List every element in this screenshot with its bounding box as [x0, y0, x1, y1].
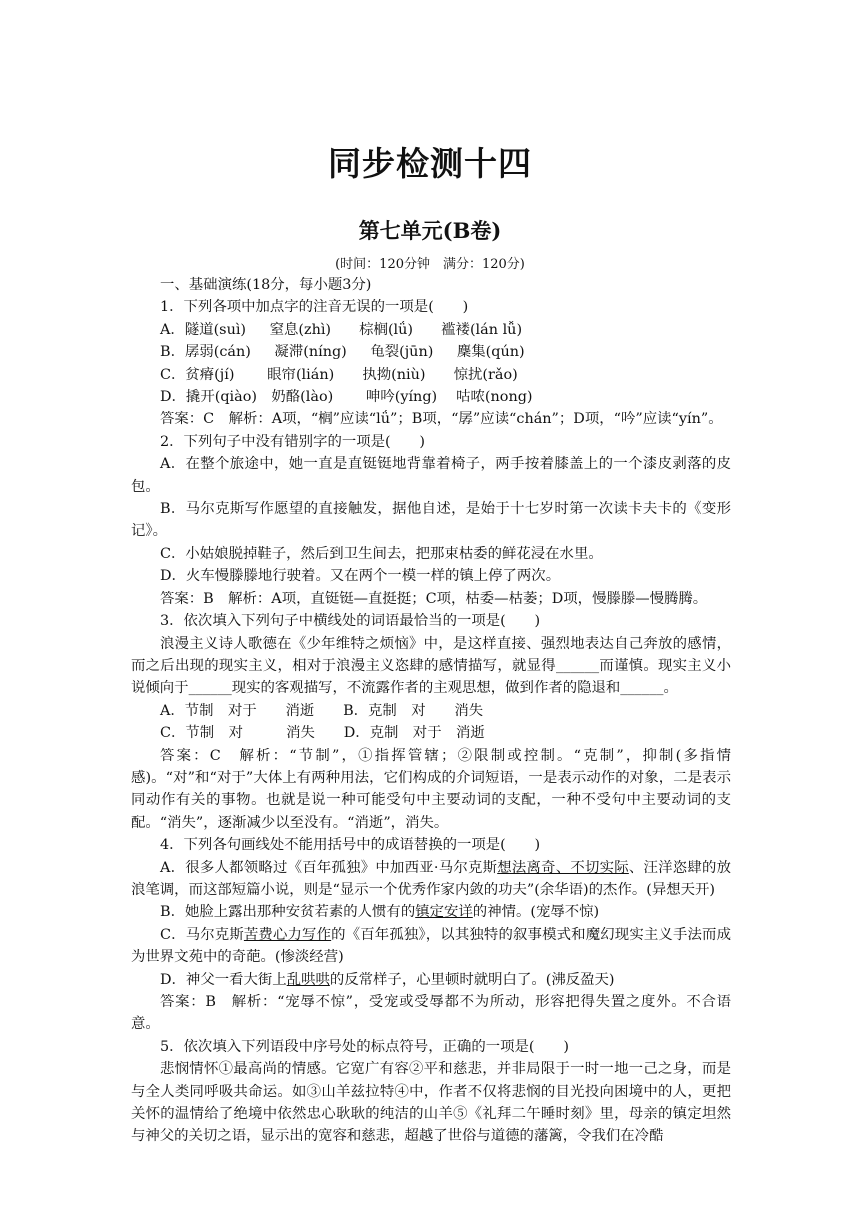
question-3-options-cd: C．节制 对 消失 D．克制 对于 消逝 [160, 725, 485, 742]
question-3-stem: 3．依次填入下列句子中横线处的词语最恰当的一项是( ) [160, 613, 541, 630]
question-4-answer: 答案：B 解析：“宠辱不惊”，受宠或受辱都不为所动，形容把得失置之度外。不合语意。 [131, 994, 731, 1033]
option-d-text-before: D．神父一看大街上 [160, 971, 287, 988]
unit-subtitle: 第七单元(B卷) [358, 218, 502, 243]
option-b-text-after: 的神情。(宠辱不惊) [472, 904, 600, 921]
option-d-text-after: 的反常样子，心里顿时就明白了。(沸反盈天) [329, 971, 615, 988]
question-3-passage: 浪漫主义诗人歌德在《少年维特之烦恼》中，是这样直接、强烈地表达自己奔放的感情，而之后出现的现实主义，相对于浪漫主义恣肆的感情描写，就显得______而谨慎。现实主义小说倾向于______现实的客观描写，不流露作者的主观思想，做到作者的隐退和______。 [131, 635, 731, 697]
question-4-option-a [131, 857, 731, 902]
option-b-text-before: B．她脸上露出那种安贫若素的人惯有的 [160, 904, 416, 921]
question-1-stem: 1．下列各项中加点字的注音无误的一项是( ) [160, 299, 469, 316]
option-c-text-before: C．马尔克斯 [160, 926, 244, 943]
question-1-option-a: A．隧道(suì) 窒息(zhì) 棕榈(lǘ) 褴褛(lán lǚ) [160, 321, 523, 338]
section-heading: 一、基础演练(18分，每小题3分) [160, 277, 372, 293]
option-c-underlined: 苦费心力写作 [243, 926, 332, 943]
option-a-underlined: 想法离奇、不切实际 [497, 859, 629, 876]
question-2-option-d: D．火车慢滕滕地行驶着。又在两个一模一样的镇上停了两次。 [160, 568, 561, 585]
question-3-options-ab: A．节制 对于 消逝 B．克制 对 消失 [160, 702, 484, 719]
option-a-text-after: 、汪洋恣肆的放浪笔调，而这部短篇小说，则是“显示一个优秀作家内敛的功夫”(余华语)的杰作。(异想天开) [131, 859, 731, 898]
option-c-text-after: 的《百年孤独》，以其独特的叙事模式和魔幻现实主义手法而成为世界文苑中的奇葩。(惨淡经营) [131, 926, 731, 966]
document-body [131, 274, 731, 1148]
question-3-answer: 答案：C 解析：“节制”，①指挥管辖；②限制或控制。“克制”，抑制(多指情感)。“对”和“对于”大体上有两种用法，它们构成的介词短语，一是表示动作的对象，二是表示同动作有关的事物。也就是说一种可能受句中主要动词的支配，一种不受句中主要动词的支配。“消失”，逐渐减少以至没有。“消逝”，消失。 [131, 747, 731, 831]
question-1-option-d: D．撬开(qiào) 奶酪(lào) 呻吟(yíng) 咕哝(nong) [160, 389, 533, 406]
page-title: 同步检测十四 [328, 144, 532, 183]
option-d-underlined: 乱哄哄 [286, 971, 330, 988]
question-5-stem: 5．依次填入下列语段中序号处的标点符号，正确的一项是( ) [160, 1038, 569, 1055]
question-1-option-b: B．孱弱(cán) 凝滞(níng) 龟裂(jūn) 麇集(qún) [160, 344, 525, 361]
option-a-text-before: A．很多人都领略过《百年孤独》中加西亚·马尔克斯 [160, 859, 498, 876]
question-5-passage: 悲悯情怀①最高尚的情感。它宽广有容②平和慈悲，并非局限于一时一地一己之身，而是与全人类同呼吸共命运。如③山羊兹拉特④中，作者不仅将悲悯的目光投向困境中的人，更把关怀的温情给了绝境中依然忠心耿耿的纯洁的山羊⑤《礼拜二午睡时刻》里，母亲的镇定坦然与神父的关切之语，显示出的宽容和慈悲，超越了世俗与道德的藩篱，令我们在冷酷 [131, 1061, 731, 1145]
question-4-option-d [131, 969, 731, 991]
question-2-option-b: B．马尔克斯写作愿望的直接触发，据他自述，是始于十七岁时第一次读卡夫卡的《变形记》。 [131, 501, 731, 540]
question-1-option-c: C．贫瘠(jí) 眼帘(lián) 执拗(niù) 惊扰(rǎo) [160, 366, 518, 383]
question-4-stem: 4．下列各句画线处不能用括号中的成语替换的一项是( ) [160, 837, 541, 854]
question-2-answer: 答案：B 解析：A项，直铤铤—直挺挺；C项，枯委—枯萎；D项，慢滕滕—慢腾腾。 [160, 590, 708, 607]
exam-meta: (时间：120分钟 满分：120分) [335, 257, 525, 272]
question-2-option-c: C．小姑娘脱掉鞋子，然后到卫生间去，把那束枯委的鲜花浸在水里。 [160, 545, 603, 562]
question-2-stem: 2．下列句子中没有错别字的一项是( ) [160, 433, 426, 450]
question-4-option-c [131, 924, 731, 969]
question-2-option-a: A．在整个旅途中，她一直是直铤铤地背靠着椅子，两手按着膝盖上的一个漆皮剥落的皮包。 [131, 456, 731, 495]
question-1-answer: 答案：C 解析：A项，“榈”应读“lǘ”；B项，“孱”应读“chán”；D项，“吟”应读“yín”。 [160, 411, 723, 428]
question-4-option-b [131, 901, 731, 923]
option-b-underlined: 镇定安详 [415, 904, 473, 921]
